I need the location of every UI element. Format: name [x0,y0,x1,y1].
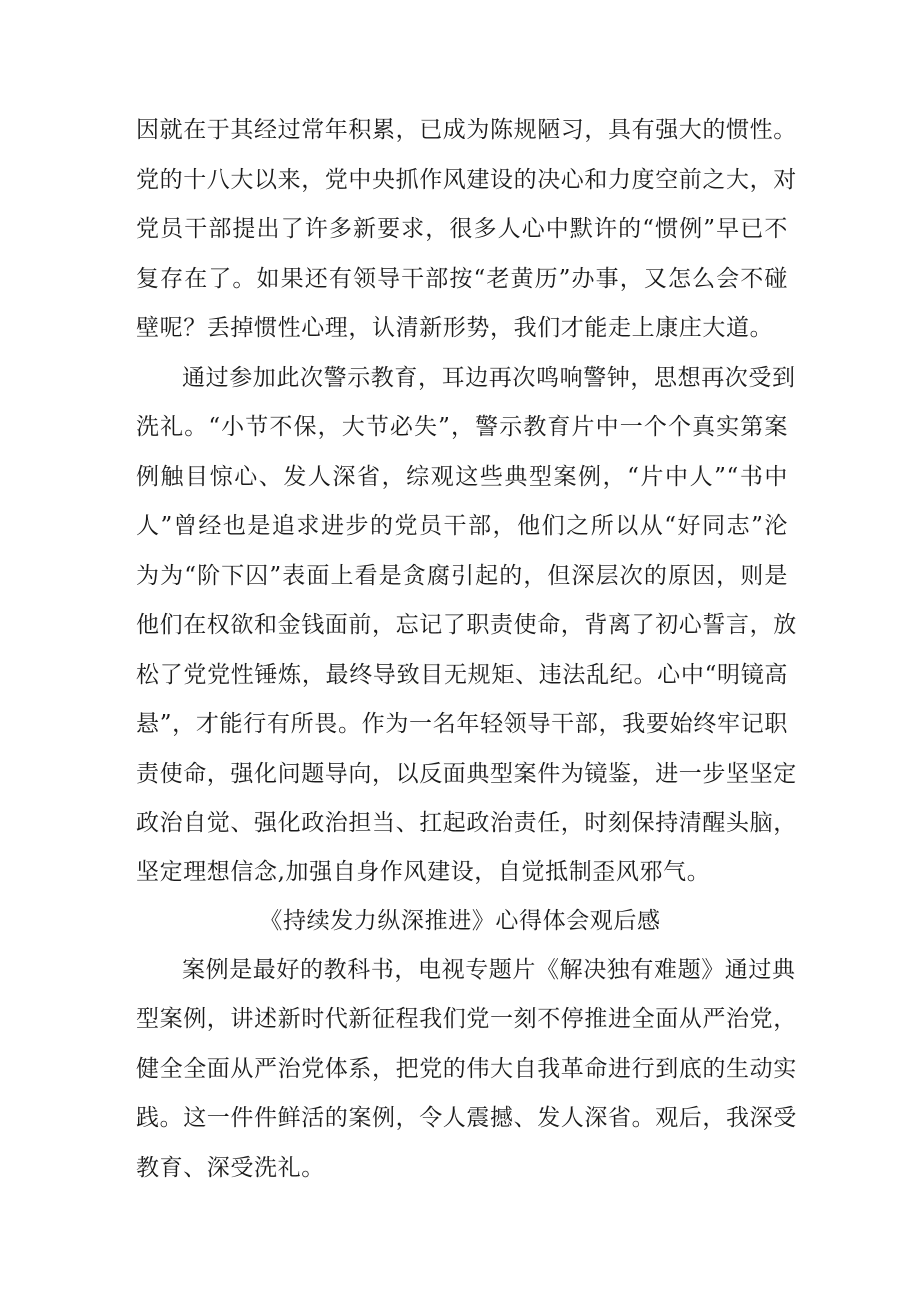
paragraph-line: 责使命，强化问题导向，以反面典型案件为镜鉴，进一步坚坚定 [136,761,797,787]
paragraph-line: 他们在权欲和金钱面前，忘记了职责使命，背离了初心誓言，放 [136,612,797,638]
paragraph-line: 通过参加此次警示教育，耳边再次鸣响警钟，思想再次受到 [182,365,796,391]
paragraph-line: 型案例，讲述新时代新征程我们党一刻不停推进全面从严治党， [136,1006,797,1032]
paragraph-line: 悬”，才能行有所畏。作为一名年轻领导干部，我要始终牢记职 [136,711,788,737]
paragraph-line: 坚定理想信念,加强自身作风建设，自觉抵制歪风邪气。 [136,859,711,885]
paragraph-line: 洗礼。“小节不保，大节必失”，警示教育片中一个个真实第案 [136,414,788,440]
paragraph-line: 党员干部提出了许多新要求，很多人心中默许的“惯例”早已不 [136,216,788,242]
paragraph-line: 健全全面从严治党体系，把党的伟大自我革命进行到底的生动实 [136,1056,797,1082]
paragraph-line: 因就在于其经过常年积累，已成为陈规陋习，具有强大的惯性。 [136,117,797,143]
paragraph-line: 壁呢？丢掉惯性心理，认清新形势，我们才能走上康庄大道。 [136,315,774,341]
paragraph-line: 复存在了。如果还有领导干部按“老黄历”办事，又怎么会不碰 [136,266,788,292]
paragraph-line: 案例是最好的教科书，电视专题片《解决独有难题》通过典 [182,957,796,983]
paragraph-line: 为为“阶下囚”表面上看是贪腐引起的，但深层次的原因，则是 [136,563,788,589]
paragraph-line: 教育、深受洗礼。 [136,1155,325,1181]
paragraph-line: 政治自觉、强化政治担当、扛起政治责任，时刻保持清醒头脑， [136,810,797,836]
paragraph-line: 例触目惊心、发人深省，综观这些典型案例，“片中人”“书中 [136,464,788,490]
paragraph-line: 党的十八大以来，党中央抓作风建设的决心和力度空前之大，对 [136,167,797,193]
paragraph-line: 人”曾经也是追求进步的党员干部，他们之所以从“好同志”沦 [136,513,788,539]
paragraph-line: 践。这一件件鲜活的案例，令人震撼、发人深省。观后，我深受 [136,1105,797,1131]
section-title: 《持续发力纵深推进》心得体会观后感 [259,908,661,934]
paragraph-line: 松了党党性锤炼，最终导致目无规矩、违法乱纪。心中“明镜高 [136,662,788,688]
